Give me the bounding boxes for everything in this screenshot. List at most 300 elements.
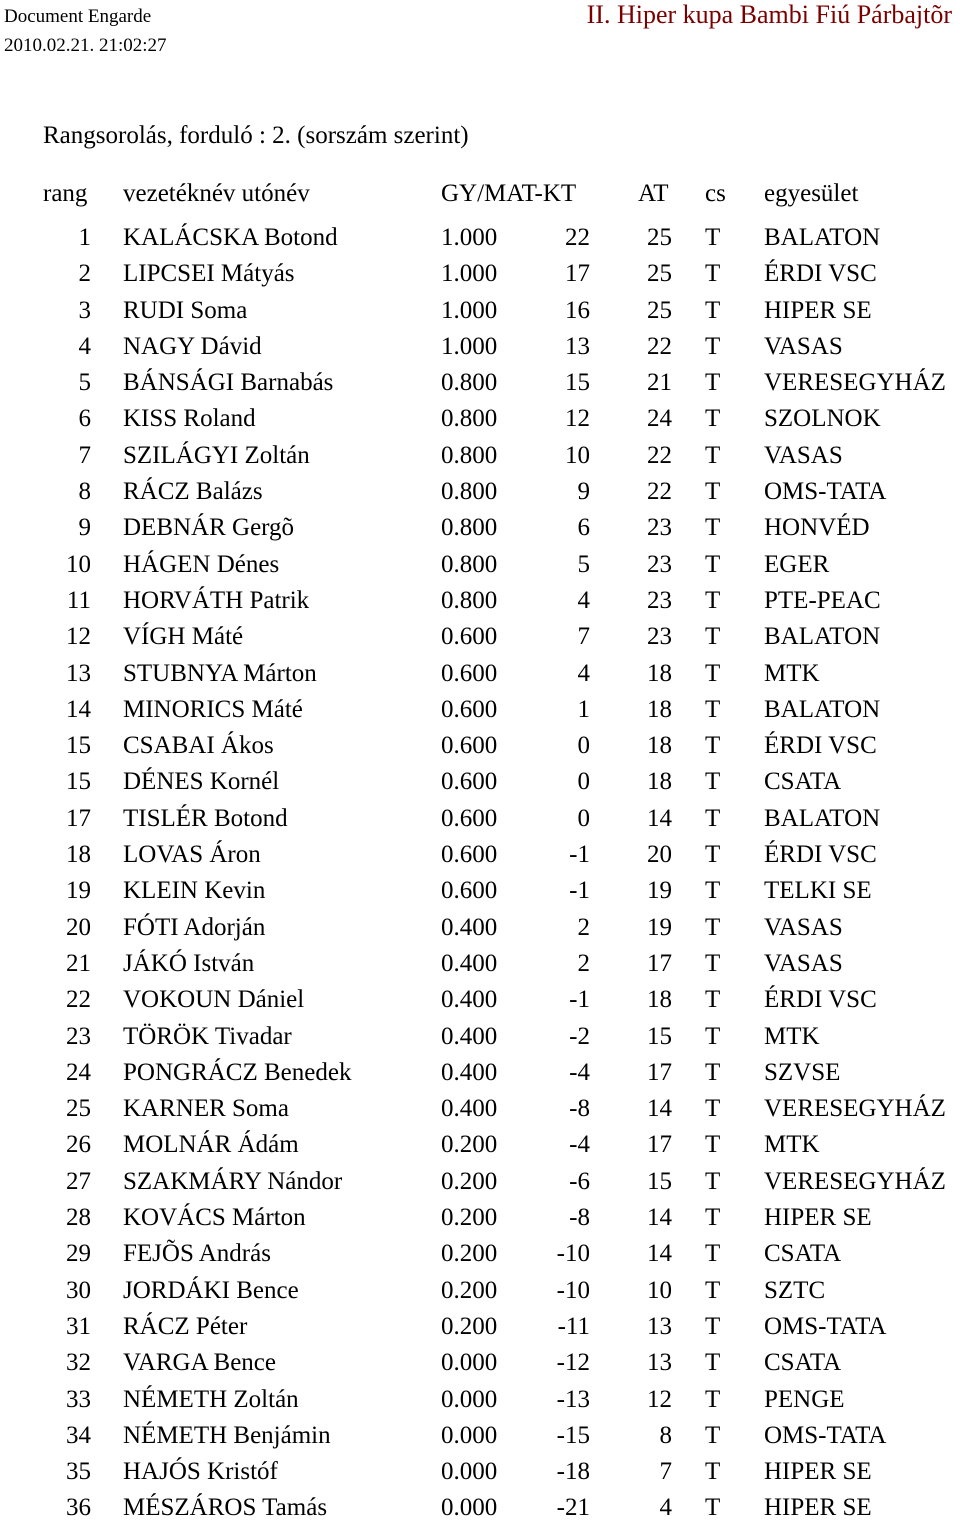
- name-cell: VOKOUN Dániel: [123, 986, 305, 1014]
- table-row: [0, 1490, 960, 1526]
- table-row: [0, 1418, 960, 1454]
- club-cell: VERESEGYHÁZ: [764, 1167, 946, 1195]
- kt-cell: 13: [565, 332, 590, 360]
- name-cell: NÉMETH Benjámin: [123, 1421, 331, 1449]
- kt-cell: 9: [577, 478, 590, 506]
- rank-cell: 10: [66, 550, 91, 578]
- cs-cell: T: [705, 1276, 721, 1304]
- rank-cell: 21: [66, 949, 91, 977]
- club-cell: MTK: [764, 1022, 820, 1050]
- ranking-table-body: [0, 220, 960, 1527]
- club-cell: MTK: [764, 659, 820, 687]
- gy-mat-cell: 0.400: [441, 1022, 498, 1050]
- name-cell: CSABAI Ákos: [123, 732, 274, 760]
- table-row: [0, 220, 960, 256]
- rank-cell: 11: [66, 586, 91, 614]
- name-cell: NAGY Dávid: [123, 332, 262, 360]
- at-cell: 12: [647, 1385, 672, 1413]
- cs-cell: T: [705, 1022, 721, 1050]
- table-row: [0, 910, 960, 946]
- kt-cell: 7: [577, 623, 590, 651]
- cs-cell: T: [705, 514, 721, 542]
- gy-mat-cell: 0.800: [441, 405, 498, 433]
- club-cell: SZOLNOK: [764, 405, 881, 433]
- club-cell: ÉRDI VSC: [764, 986, 877, 1014]
- club-cell: MTK: [764, 1131, 820, 1159]
- kt-cell: 10: [565, 441, 590, 469]
- cs-cell: T: [705, 1458, 721, 1486]
- name-cell: NÉMETH Zoltán: [123, 1385, 299, 1413]
- kt-cell: 22: [565, 224, 590, 251]
- rank-cell: 33: [66, 1385, 91, 1413]
- table-row: [0, 764, 960, 800]
- cs-cell: T: [705, 478, 721, 506]
- club-cell: SZTC: [764, 1276, 826, 1304]
- gy-mat-cell: 0.200: [441, 1204, 498, 1232]
- club-cell: VERESEGYHÁZ: [764, 369, 946, 397]
- cs-cell: T: [705, 1312, 721, 1340]
- club-cell: ÉRDI VSC: [764, 841, 877, 869]
- table-row: [0, 474, 960, 510]
- rank-cell: 23: [66, 1022, 91, 1050]
- kt-cell: -11: [557, 1312, 590, 1340]
- table-row: [0, 583, 960, 619]
- gy-mat-cell: 0.400: [441, 949, 498, 977]
- kt-cell: -21: [556, 1494, 590, 1522]
- table-row: [0, 1055, 960, 1091]
- kt-cell: -15: [556, 1421, 590, 1449]
- club-cell: BALATON: [764, 695, 881, 723]
- cs-cell: T: [705, 768, 721, 796]
- kt-cell: -18: [556, 1458, 590, 1486]
- gy-mat-cell: 0.600: [441, 659, 498, 687]
- table-row: [0, 692, 960, 728]
- rank-cell: 15: [66, 732, 91, 760]
- table-row: [0, 1454, 960, 1490]
- name-cell: HORVÁTH Patrik: [123, 586, 310, 614]
- table-row: [0, 1164, 960, 1200]
- at-cell: 23: [647, 586, 672, 614]
- name-cell: RÁCZ Balázs: [123, 478, 263, 506]
- name-cell: STUBNYA Márton: [123, 659, 317, 687]
- table-header: [0, 176, 960, 212]
- rank-cell: 19: [66, 877, 91, 905]
- gy-mat-cell: 0.600: [441, 695, 498, 723]
- kt-cell: -4: [569, 1131, 590, 1159]
- rank-cell: 5: [78, 369, 91, 397]
- club-cell: HIPER SE: [764, 296, 872, 324]
- club-cell: ÉRDI VSC: [764, 732, 877, 760]
- at-cell: 14: [647, 1095, 672, 1123]
- name-cell: SZILÁGYI Zoltán: [123, 441, 310, 469]
- kt-cell: 16: [565, 296, 590, 324]
- club-cell: VERESEGYHÁZ: [764, 1095, 946, 1123]
- kt-cell: 0: [577, 804, 590, 832]
- kt-cell: -2: [569, 1022, 590, 1050]
- gy-mat-cell: 0.400: [441, 1058, 498, 1086]
- gy-mat-cell: 0.800: [441, 441, 498, 469]
- cs-cell: T: [705, 550, 721, 578]
- club-cell: EGER: [764, 550, 830, 578]
- gy-mat-cell: 1.000: [441, 224, 498, 251]
- kt-cell: -13: [556, 1385, 590, 1413]
- gy-mat-cell: 1.000: [441, 260, 498, 288]
- kt-cell: -1: [569, 986, 590, 1014]
- at-cell: 23: [647, 550, 672, 578]
- rank-cell: 24: [66, 1058, 91, 1086]
- col-header-club: egyesület: [764, 180, 859, 207]
- name-cell: VARGA Bence: [123, 1349, 277, 1377]
- kt-cell: -1: [569, 877, 590, 905]
- kt-cell: 6: [577, 514, 590, 542]
- club-cell: VASAS: [764, 332, 843, 360]
- cs-cell: T: [705, 586, 721, 614]
- at-cell: 18: [647, 768, 672, 796]
- rank-cell: 17: [66, 804, 91, 832]
- cs-cell: T: [705, 804, 721, 832]
- name-cell: TÖRÖK Tivadar: [123, 1022, 292, 1050]
- table-row: [0, 1309, 960, 1345]
- table-row: [0, 728, 960, 764]
- club-cell: BALATON: [764, 224, 881, 251]
- cs-cell: T: [705, 659, 721, 687]
- gy-mat-cell: 0.600: [441, 623, 498, 651]
- name-cell: KARNER Soma: [123, 1095, 289, 1123]
- kt-cell: -10: [556, 1276, 590, 1304]
- kt-cell: -6: [569, 1167, 590, 1195]
- kt-cell: 0: [577, 732, 590, 760]
- table-row: [0, 1091, 960, 1127]
- gy-mat-cell: 0.200: [441, 1276, 498, 1304]
- kt-cell: 4: [577, 659, 590, 687]
- at-cell: 17: [647, 949, 672, 977]
- rank-cell: 4: [78, 332, 91, 360]
- rank-cell: 1: [78, 224, 91, 251]
- cs-cell: T: [705, 913, 721, 941]
- club-cell: VASAS: [764, 913, 843, 941]
- rank-cell: 28: [66, 1204, 91, 1232]
- app-name: Document Engarde: [4, 6, 152, 27]
- gy-mat-cell: 0.800: [441, 369, 498, 397]
- club-cell: ÉRDI VSC: [764, 260, 877, 288]
- table-row: [0, 1382, 960, 1418]
- table-row: [0, 510, 960, 546]
- cs-cell: T: [705, 332, 721, 360]
- name-cell: VÍGH Máté: [123, 623, 244, 651]
- kt-cell: -8: [569, 1204, 590, 1232]
- at-cell: 25: [647, 224, 672, 251]
- gy-mat-cell: 0.800: [441, 550, 498, 578]
- name-cell: JÁKÓ István: [123, 949, 255, 977]
- club-cell: OMS-TATA: [764, 478, 887, 506]
- name-cell: DÉNES Kornél: [123, 768, 280, 796]
- club-cell: PENGE: [764, 1385, 845, 1413]
- rank-cell: 35: [66, 1458, 91, 1486]
- cs-cell: T: [705, 1131, 721, 1159]
- kt-cell: 17: [565, 260, 590, 288]
- gy-mat-cell: 0.800: [441, 514, 498, 542]
- club-cell: OMS-TATA: [764, 1421, 887, 1449]
- name-cell: LIPCSEI Mátyás: [123, 260, 295, 288]
- rank-cell: 32: [66, 1349, 91, 1377]
- cs-cell: T: [705, 623, 721, 651]
- rank-cell: 14: [66, 695, 91, 723]
- col-header-at: AT: [638, 180, 669, 207]
- rank-cell: 34: [66, 1421, 91, 1449]
- rank-cell: 9: [78, 514, 91, 542]
- kt-cell: 2: [577, 949, 590, 977]
- at-cell: 14: [647, 1240, 672, 1268]
- rank-cell: 25: [66, 1095, 91, 1123]
- kt-cell: -10: [556, 1240, 590, 1268]
- cs-cell: T: [705, 1421, 721, 1449]
- table-row: [0, 401, 960, 437]
- print-datetime: 2010.02.21. 21:02:27: [4, 35, 167, 56]
- cs-cell: T: [705, 1494, 721, 1522]
- kt-cell: 15: [565, 369, 590, 397]
- at-cell: 22: [647, 332, 672, 360]
- gy-mat-cell: 0.400: [441, 913, 498, 941]
- at-cell: 25: [647, 296, 672, 324]
- name-cell: FÓTI Adorján: [123, 913, 266, 941]
- kt-cell: 2: [577, 913, 590, 941]
- table-row: [0, 656, 960, 692]
- gy-mat-cell: 0.600: [441, 804, 498, 832]
- club-cell: HIPER SE: [764, 1494, 872, 1522]
- name-cell: RÁCZ Péter: [123, 1312, 248, 1340]
- table-row: [0, 946, 960, 982]
- rank-cell: 2: [78, 260, 91, 288]
- ranking-heading: Rangsorolás, forduló : 2. (sorszám szerint): [43, 122, 469, 149]
- rank-cell: 13: [66, 659, 91, 687]
- at-cell: 24: [647, 405, 672, 433]
- cs-cell: T: [705, 877, 721, 905]
- cs-cell: T: [705, 1058, 721, 1086]
- gy-mat-cell: 0.200: [441, 1240, 498, 1268]
- cs-cell: T: [705, 405, 721, 433]
- cs-cell: T: [705, 224, 721, 251]
- rank-cell: 18: [66, 841, 91, 869]
- club-cell: PTE-PEAC: [764, 586, 881, 614]
- name-cell: TISLÉR Botond: [123, 804, 288, 832]
- kt-cell: -4: [569, 1058, 590, 1086]
- at-cell: 23: [647, 514, 672, 542]
- table-row: [0, 1236, 960, 1272]
- at-cell: 22: [647, 478, 672, 506]
- cs-cell: T: [705, 1385, 721, 1413]
- name-cell: MOLNÁR Ádám: [123, 1131, 299, 1159]
- name-cell: HAJÓS Kristóf: [123, 1458, 278, 1486]
- rank-cell: 36: [66, 1494, 91, 1522]
- kt-cell: -12: [556, 1349, 590, 1377]
- cs-cell: T: [705, 1204, 721, 1232]
- gy-mat-cell: 0.200: [441, 1131, 498, 1159]
- gy-mat-cell: 0.600: [441, 841, 498, 869]
- at-cell: 17: [647, 1058, 672, 1086]
- name-cell: HÁGEN Dénes: [123, 550, 280, 578]
- at-cell: 22: [647, 441, 672, 469]
- at-cell: 8: [659, 1421, 672, 1449]
- club-cell: HIPER SE: [764, 1204, 872, 1232]
- gy-mat-cell: 0.200: [441, 1167, 498, 1195]
- gy-mat-cell: 0.400: [441, 1095, 498, 1123]
- kt-cell: 4: [577, 586, 590, 614]
- gy-mat-cell: 0.600: [441, 732, 498, 760]
- club-cell: BALATON: [764, 623, 881, 651]
- at-cell: 20: [647, 841, 672, 869]
- cs-cell: T: [705, 369, 721, 397]
- table-row: [0, 619, 960, 655]
- at-cell: 18: [647, 659, 672, 687]
- cs-cell: T: [705, 1349, 721, 1377]
- name-cell: MINORICS Máté: [123, 695, 303, 723]
- gy-mat-cell: 0.000: [441, 1385, 498, 1413]
- table-row: [0, 256, 960, 292]
- kt-cell: 0: [577, 768, 590, 796]
- rank-cell: 27: [66, 1167, 91, 1195]
- gy-mat-cell: 0.000: [441, 1458, 498, 1486]
- rank-cell: 22: [66, 986, 91, 1014]
- name-cell: PONGRÁCZ Benedek: [123, 1058, 352, 1086]
- club-cell: OMS-TATA: [764, 1312, 887, 1340]
- table-row: [0, 1127, 960, 1163]
- gy-mat-cell: 0.600: [441, 768, 498, 796]
- table-row: [0, 982, 960, 1018]
- col-header-cs: cs: [705, 180, 726, 207]
- gy-mat-cell: 0.600: [441, 877, 498, 905]
- club-cell: VASAS: [764, 949, 843, 977]
- gy-mat-cell: 0.000: [441, 1349, 498, 1377]
- rank-cell: 3: [78, 296, 91, 324]
- cs-cell: T: [705, 260, 721, 288]
- table-row: [0, 1200, 960, 1236]
- gy-mat-cell: 0.000: [441, 1494, 498, 1522]
- cs-cell: T: [705, 1095, 721, 1123]
- kt-cell: -1: [569, 841, 590, 869]
- name-cell: SZAKMÁRY Nándor: [123, 1167, 343, 1195]
- table-row: [0, 1345, 960, 1381]
- name-cell: KISS Roland: [123, 405, 256, 433]
- at-cell: 17: [647, 1131, 672, 1159]
- event-title: II. Hiper kupa Bambi Fiú Párbajtõr: [586, 0, 952, 29]
- cs-cell: T: [705, 1167, 721, 1195]
- club-cell: CSATA: [764, 768, 842, 796]
- rank-cell: 15: [66, 768, 91, 796]
- at-cell: 21: [647, 369, 672, 397]
- cs-cell: T: [705, 841, 721, 869]
- cs-cell: T: [705, 986, 721, 1014]
- cs-cell: T: [705, 296, 721, 324]
- table-row: [0, 293, 960, 329]
- document-header-info: [4, 2, 167, 60]
- at-cell: 4: [659, 1494, 672, 1522]
- col-header-name: vezetéknév utónév: [123, 180, 310, 207]
- table-row: [0, 1019, 960, 1055]
- name-cell: RUDI Soma: [123, 296, 248, 324]
- rank-cell: 6: [78, 405, 91, 433]
- gy-mat-cell: 0.000: [441, 1421, 498, 1449]
- rank-cell: 26: [66, 1131, 91, 1159]
- name-cell: DEBNÁR Gergõ: [123, 514, 295, 542]
- at-cell: 10: [647, 1276, 672, 1304]
- rank-cell: 7: [78, 441, 91, 469]
- at-cell: 15: [647, 1167, 672, 1195]
- at-cell: 15: [647, 1022, 672, 1050]
- at-cell: 19: [647, 877, 672, 905]
- at-cell: 18: [647, 695, 672, 723]
- gy-mat-cell: 1.000: [441, 296, 498, 324]
- table-row: [0, 438, 960, 474]
- table-row: [0, 837, 960, 873]
- gy-mat-cell: 0.800: [441, 478, 498, 506]
- gy-mat-cell: 0.200: [441, 1312, 498, 1340]
- name-cell: KLEIN Kevin: [123, 877, 266, 905]
- table-row: [0, 365, 960, 401]
- at-cell: 13: [647, 1312, 672, 1340]
- club-cell: VASAS: [764, 441, 843, 469]
- at-cell: 14: [647, 1204, 672, 1232]
- cs-cell: T: [705, 949, 721, 977]
- cs-cell: T: [705, 732, 721, 760]
- club-cell: CSATA: [764, 1240, 842, 1268]
- kt-cell: -8: [569, 1095, 590, 1123]
- col-header-gy-mat-kt: GY/MAT-KT: [441, 180, 577, 207]
- at-cell: 25: [647, 260, 672, 288]
- kt-cell: 1: [577, 695, 590, 723]
- kt-cell: 5: [577, 550, 590, 578]
- cs-cell: T: [705, 1240, 721, 1268]
- table-row: [0, 329, 960, 365]
- club-cell: CSATA: [764, 1349, 842, 1377]
- table-row: [0, 547, 960, 583]
- cs-cell: T: [705, 695, 721, 723]
- name-cell: LOVAS Áron: [123, 841, 261, 869]
- name-cell: KALÁCSKA Botond: [123, 224, 338, 251]
- at-cell: 19: [647, 913, 672, 941]
- name-cell: FEJÕS András: [123, 1240, 271, 1268]
- rank-cell: 20: [66, 913, 91, 941]
- gy-mat-cell: 0.800: [441, 586, 498, 614]
- rank-cell: 12: [66, 623, 91, 651]
- name-cell: JORDÁKI Bence: [123, 1276, 299, 1304]
- at-cell: 7: [659, 1458, 672, 1486]
- gy-mat-cell: 1.000: [441, 332, 498, 360]
- kt-cell: 12: [565, 405, 590, 433]
- rank-cell: 30: [66, 1276, 91, 1304]
- at-cell: 13: [647, 1349, 672, 1377]
- name-cell: KOVÁCS Márton: [123, 1204, 306, 1232]
- table-row: [0, 1273, 960, 1309]
- col-header-rang: rang: [43, 180, 88, 207]
- rank-cell: 8: [78, 478, 91, 506]
- club-cell: SZVSE: [764, 1058, 841, 1086]
- at-cell: 23: [647, 623, 672, 651]
- name-cell: MÉSZÁROS Tamás: [123, 1494, 328, 1522]
- at-cell: 18: [647, 986, 672, 1014]
- club-cell: HIPER SE: [764, 1458, 872, 1486]
- club-cell: HONVÉD: [764, 514, 870, 542]
- rank-cell: 29: [66, 1240, 91, 1268]
- table-row: [0, 801, 960, 837]
- at-cell: 18: [647, 732, 672, 760]
- cs-cell: T: [705, 441, 721, 469]
- name-cell: BÁNSÁGI Barnabás: [123, 369, 334, 397]
- rank-cell: 31: [66, 1312, 91, 1340]
- club-cell: TELKI SE: [764, 877, 872, 905]
- club-cell: BALATON: [764, 804, 881, 832]
- gy-mat-cell: 0.400: [441, 986, 498, 1014]
- table-row: [0, 873, 960, 909]
